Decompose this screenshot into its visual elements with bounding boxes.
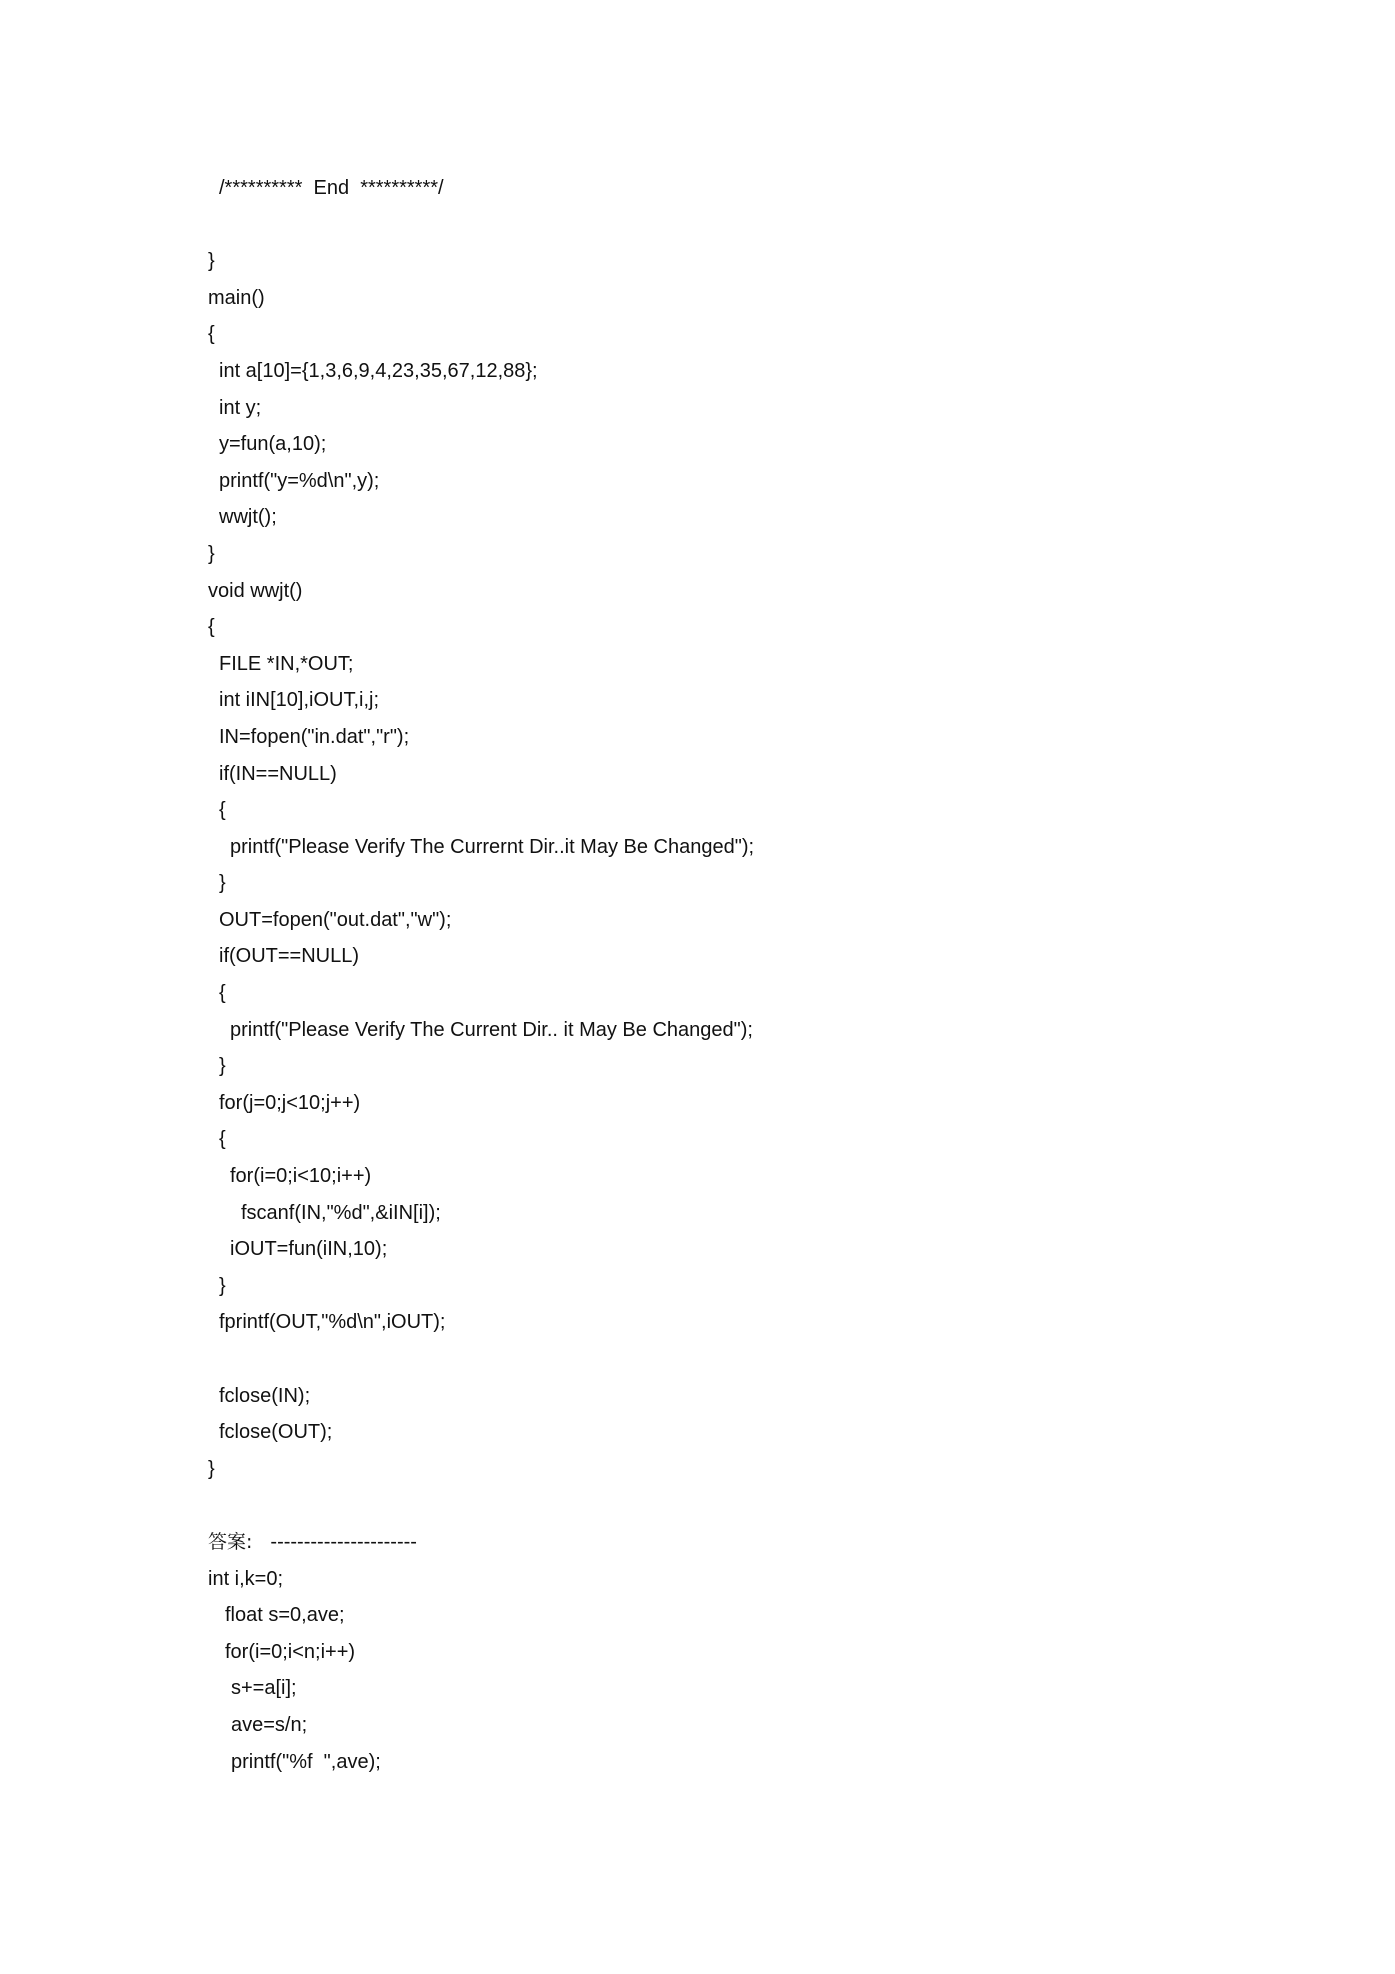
main-open-brace: { xyxy=(208,323,215,346)
code-line: { xyxy=(219,1128,226,1151)
code-line: IN=fopen("in.dat","r"); xyxy=(219,725,410,748)
code-line: if(IN==NULL) xyxy=(219,762,337,785)
code-line: } xyxy=(219,1055,226,1078)
answer-line: int i,k=0; xyxy=(208,1567,284,1590)
answer-divider: ---------------------- xyxy=(270,1530,417,1553)
wwjt-open-brace: { xyxy=(208,616,215,639)
answer-line: s+=a[i]; xyxy=(231,1677,297,1700)
blank-line xyxy=(208,1341,1208,1378)
code-line: y=fun(a,10); xyxy=(219,433,327,456)
end-comment: /********** End **********/ xyxy=(219,177,444,199)
code-line: } xyxy=(219,1274,226,1297)
answer-line: ave=s/n; xyxy=(231,1713,308,1736)
code-line: { xyxy=(219,799,226,822)
answer-line: printf("%f ",ave); xyxy=(231,1750,381,1773)
code-line: } xyxy=(219,872,226,895)
code-line: fscanf(IN,"%d",&iIN[i]); xyxy=(241,1201,441,1224)
code-line: { xyxy=(219,982,226,1005)
wwjt-signature: void wwjt() xyxy=(208,579,303,602)
code-line: int iIN[10],iOUT,i,j; xyxy=(219,689,380,712)
answer-line: for(i=0;i<n;i++) xyxy=(225,1640,356,1663)
blank-line xyxy=(208,1487,1208,1524)
code-line: fprintf(OUT,"%d\n",iOUT); xyxy=(219,1311,446,1334)
answer-label: 答案: xyxy=(208,1530,253,1553)
code-line: OUT=fopen("out.dat","w"); xyxy=(219,908,452,931)
blank-line xyxy=(208,207,1208,244)
code-line: int a[10]={1,3,6,9,4,23,35,67,12,88}; xyxy=(219,359,538,382)
main-signature: main() xyxy=(208,286,265,309)
code-line: fclose(IN); xyxy=(219,1384,311,1407)
code-line: printf("Please Verify The Current Dir.. it May Be Changed"); xyxy=(230,1018,753,1041)
code-line: FILE *IN,*OUT; xyxy=(219,652,354,675)
code-line: int y; xyxy=(219,396,262,419)
wwjt-close-brace: } xyxy=(208,1457,215,1480)
code-line: printf("Please Verify The Currernt Dir..it May Be Changed"); xyxy=(230,835,755,858)
answer-header xyxy=(208,1524,1208,1561)
code-line: for(j=0;j<10;j++) xyxy=(219,1091,361,1114)
fun-close-brace: } xyxy=(208,250,215,273)
code-line: if(OUT==NULL) xyxy=(219,945,360,968)
answer-line: float s=0,ave; xyxy=(225,1604,345,1627)
code-line: iOUT=fun(iIN,10); xyxy=(230,1238,388,1261)
code-line: fclose(OUT); xyxy=(219,1421,333,1444)
code-line: wwjt(); xyxy=(219,506,277,529)
code-listing xyxy=(208,170,1208,1780)
code-line: for(i=0;i<10;i++) xyxy=(230,1165,372,1188)
code-line: printf("y=%d\n",y); xyxy=(219,469,380,492)
main-close-brace: } xyxy=(208,542,215,565)
